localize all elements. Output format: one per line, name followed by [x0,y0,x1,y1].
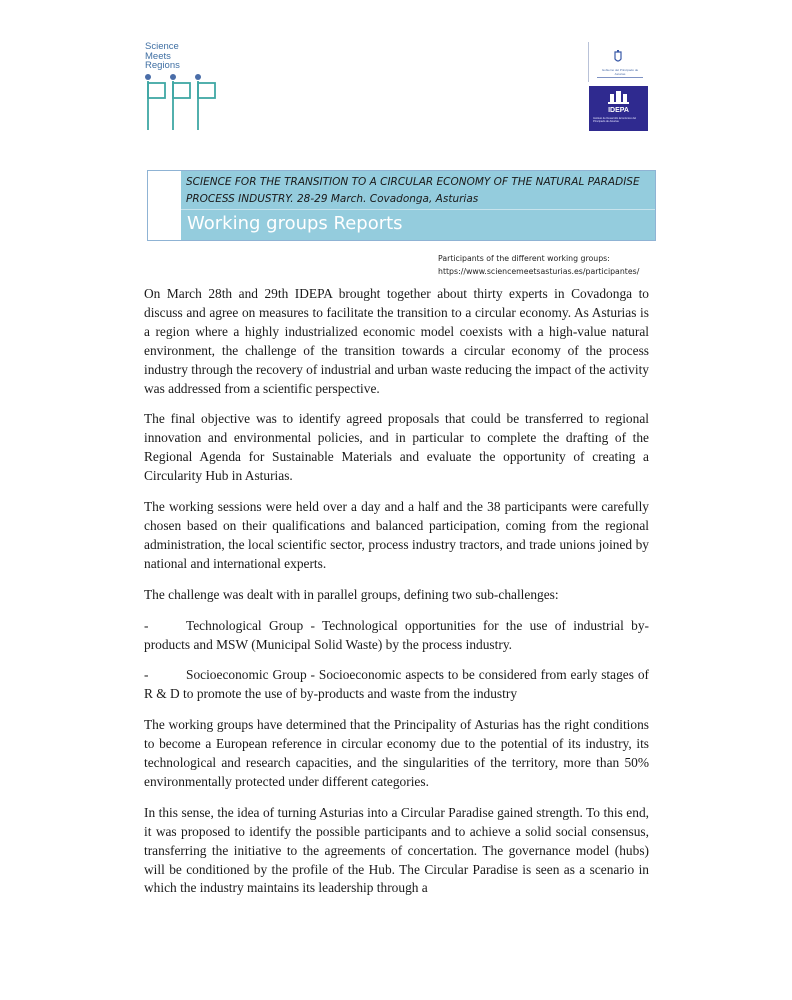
science-meets-regions-logo [145,42,225,132]
paragraph: The final objective was to identify agreed proposals that could be transferred to regional innovation and environmental policies, and in particular to complete the drafting of the Regional Agenda for Sustainable Materials and evaluate the opportunity of creating a Circularity Hub in Asturias. [144,411,649,484]
participants-link[interactable]: https://www.sciencemeetsasturias.es/participantes/ [438,267,640,276]
paragraph: The working groups have determined that the Principality of Asturias has the right conditions to become a European reference in circular economy due to the potential of its industry, its technological and research capacities, and the singularities of the territory, more than 50% environmentally protected under different categories. [144,717,649,789]
list-item [144,617,649,655]
asturias-crest-icon [613,50,623,64]
list-item [144,666,649,704]
idepa-wordmark: IDEPA [608,107,629,114]
idepa-emblem-icon [589,88,648,108]
paragraph: In this sense, the idea of turning Asturias into a Circular Paradise gained strength. To this end, it was proposed to identify the possible participants and to achieve a solid social consensus, transferring the initiative to the agreements of concertation. The governance model (hubs) will be conditioned by the profile of the Hub. The Circular Paradise is seen as a scenario in which the industry maintains its leadership through a [144,804,649,896]
idepa-logo [587,42,649,132]
idepa-badge [589,86,648,131]
logo-figures-icon [145,72,225,132]
logo-divider [588,42,589,82]
logo-wordmark [145,42,180,71]
body-text [144,285,649,910]
logo-line-2: Meets [145,50,171,62]
header-separator [181,209,655,210]
idepa-subtitle: Instituto de Desarrollo Económico del Principado de Asturias [593,117,636,123]
paragraph: On March 28th and 29th IDEPA brought together about thirty experts in Covadonga to discuss and agree on measures to facilitate the transition to a circular economy. As Asturias is a region where a highly industrialized economic model coexists with a high-value natural environment, the challenge of the transition towards a circular economy of the process industry through the recovery of industrial and urban waste reducing the impact of the activity was addressed from a scientific perspective. [144,286,649,396]
government-label: Gobierno del Principado de Asturias [601,68,639,76]
page-title: Working groups Reports [187,213,403,234]
participants-label: Participants of the different working groups: [438,254,610,263]
list-item-text: Socioeconomic Group - Socioeconomic aspects to be considered from early stages of R & D to promote the use of by-products and waste from the industry [144,667,649,702]
event-subtitle: SCIENCE FOR THE TRANSITION TO A CIRCULAR ECONOMY OF THE NATURAL PARADISE PROCESS INDUSTRY. 28-29 March. Covadonga, Asturias [186,176,640,205]
paragraph: The working sessions were held over a day and a half and the 38 participants were carefully chosen based on their qualifications and balanced participation, coming from the regional administration, the local scientific sector, process industry tractors, and trade unions joined by national and international experts. [144,499,649,571]
header-banner [147,170,656,241]
participants-note [438,252,658,278]
logo-line-3: Regions [145,60,180,72]
bullet-marker: - [144,667,149,683]
bullet-marker: - [144,617,149,633]
list-item-text: Technological Group - Technological opportunities for the use of industrial by-products and MSW (Municipal Solid Waste) by the process industry. [144,617,649,652]
government-underline [597,77,643,78]
header-fill [181,171,655,240]
logo-line-1: Science [145,41,179,52]
paragraph: The challenge was dealt with in parallel groups, defining two sub-challenges: [144,586,559,602]
